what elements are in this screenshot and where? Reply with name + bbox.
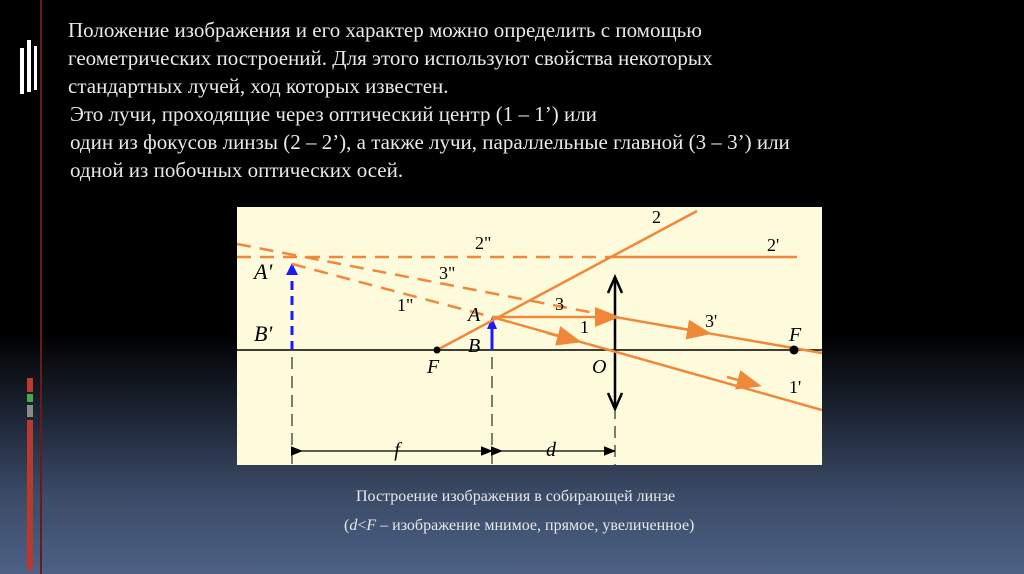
label-ray-1-out: 1' [789,377,802,397]
intro-text [68,16,968,184]
caption-F: F [366,517,377,534]
label-image-top: A' [254,259,273,284]
decor-white-bar-top [20,48,24,94]
focus-right-point [790,346,799,355]
decor-grey-block [27,405,33,417]
ray-1-virtual [292,264,492,317]
caption-subtitle [344,517,694,535]
lens-diagram [237,207,822,465]
ray-2-in [437,211,697,350]
label-ray-2-virtual: 2" [475,233,492,253]
ray-1 [492,317,822,410]
text-line-5: один из фокусов линзы (2 – 2’), а также лучи, параллельные главной (3 – 3’) или [70,130,790,154]
label-center: O [592,356,607,378]
decor-green-block [27,394,33,402]
label-object-bottom: B [468,335,481,357]
label-ray-2-out: 2' [767,235,780,255]
decor-red-block-2 [27,420,33,570]
caption-rest: – изображение мнимое, прямое, увеличенное) [376,517,695,534]
text-line-6: одной из побочных оптических осей. [70,158,404,182]
label-ray-3: 3 [555,294,564,314]
decor-white-bar-top-3 [34,46,37,90]
ray-3-arrow [667,326,707,333]
label-ray-3-out: 3' [705,311,718,331]
text-line-2: геометрических построений. Для этого используют свойства некоторых [68,46,713,70]
label-image-bottom: B' [254,321,273,346]
label-ray-1-virtual: 1" [397,295,414,315]
text-line-1: Положение изображения и его характер можно определить с помощью [68,18,702,42]
decor-red-block [27,378,33,392]
caption-lt: < [357,517,367,534]
decor-vertical-line [40,0,42,574]
label-ray-1: 1 [580,317,589,337]
label-f: f [394,439,400,461]
ray-1-arrow [547,333,577,341]
label-object-top: A [468,304,481,326]
lens-diagram-svg [237,207,822,465]
text-line-3: стандартных лучей, ход которых известен. [68,74,449,98]
label-focus-right: F [789,324,802,346]
text-line-4: Это лучи, проходящие через оптический центр (1 – 1’) или [70,102,597,126]
label-focus-left: F [427,356,440,378]
caption-d: d [349,517,358,534]
label-d: d [546,439,556,461]
caption-open-paren: ( [344,517,350,534]
label-ray-3-virtual: 3" [439,263,456,283]
caption-title: Построение изображения в собирающей линзе [356,488,676,505]
focus-left-point [434,347,441,354]
decor-white-bar-top-2 [27,40,31,92]
label-ray-2: 2 [652,207,661,227]
